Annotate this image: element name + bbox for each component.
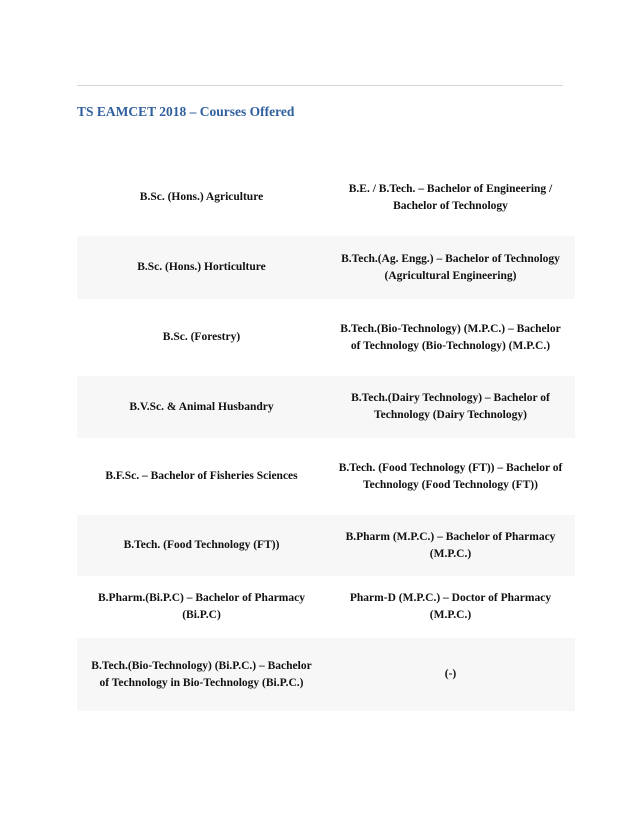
course-cell: B.E. / B.Tech. – Bachelor of Engineering / Bachelor of Technology bbox=[326, 159, 575, 236]
course-cell: B.Tech. (Food Technology (FT)) bbox=[77, 515, 326, 576]
course-cell: B.Tech.(Dairy Technology) – Bachelor of Technology (Dairy Technology) bbox=[326, 376, 575, 438]
course-cell: B.Sc. (Hons.) Agriculture bbox=[77, 159, 326, 236]
course-cell: B.Pharm (M.P.C.) – Bachelor of Pharmacy (M.P.C.) bbox=[326, 515, 575, 576]
course-cell: B.Tech. (Food Technology (FT)) – Bachelor of Technology (Food Technology (FT)) bbox=[326, 438, 575, 515]
course-cell: B.Pharm.(Bi.P.C) – Bachelor of Pharmacy (Bi.P.C) bbox=[77, 576, 326, 638]
course-cell: B.Tech.(Bio-Technology) (M.P.C.) – Bachelor of Technology (Bio-Technology) (M.P.C.) bbox=[326, 299, 575, 376]
section-heading: TS EAMCET 2018 – Courses Offered bbox=[77, 104, 295, 119]
course-cell: B.V.Sc. & Animal Husbandry bbox=[77, 376, 326, 438]
courses-table bbox=[77, 159, 575, 711]
course-cell: B.F.Sc. – Bachelor of Fisheries Sciences bbox=[77, 438, 326, 515]
course-cell: B.Tech.(Ag. Engg.) – Bachelor of Technology (Agricultural Engineering) bbox=[326, 236, 575, 299]
table-row bbox=[77, 376, 575, 438]
table-row bbox=[77, 159, 575, 236]
top-divider bbox=[77, 85, 563, 86]
course-cell: B.Sc. (Hons.) Horticulture bbox=[77, 236, 326, 299]
table-row bbox=[77, 638, 575, 711]
table-row bbox=[77, 515, 575, 576]
table-row bbox=[77, 438, 575, 515]
course-cell: B.Tech.(Bio-Technology) (Bi.P.C.) – Bachelor of Technology in Bio-Technology (Bi.P.C.) bbox=[77, 638, 326, 711]
course-cell: B.Sc. (Forestry) bbox=[77, 299, 326, 376]
course-cell: (-) bbox=[326, 638, 575, 711]
table-row bbox=[77, 576, 575, 638]
table-row bbox=[77, 236, 575, 299]
course-cell: Pharm-D (M.P.C.) – Doctor of Pharmacy (M.P.C.) bbox=[326, 576, 575, 638]
table-row bbox=[77, 299, 575, 376]
